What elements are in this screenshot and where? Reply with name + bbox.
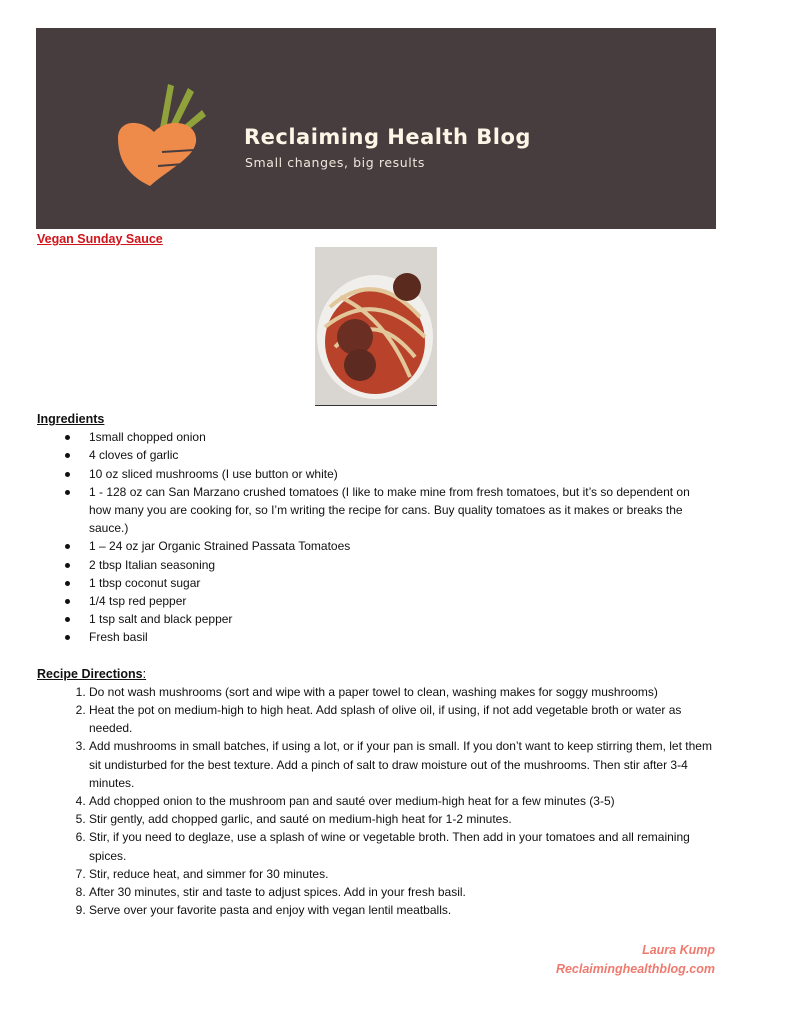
direction-step: 3. Add mushrooms in small batches, if using a lot, or if your pan is small. If you don’t want to keep stirring them, let them sit undisturbed for the best texture. Add a pinch of salt to draw moisture out of the mushrooms. Then stir after 3-4 minutes. <box>89 737 713 792</box>
author-footer <box>556 941 715 978</box>
direction-step: 1. Do not wash mushrooms (sort and wipe with a paper towel to clean, washing makes for soggy mushrooms) <box>89 683 713 701</box>
ingredients-list <box>37 428 713 646</box>
website-link[interactable]: Reclaiminghealthblog.com <box>555 961 715 976</box>
directions-heading-text: Recipe Directions <box>37 666 143 681</box>
blog-tagline: Small changes, big results <box>245 155 425 170</box>
recipe-body <box>37 410 713 919</box>
ingredient-item: 1 tsp salt and black pepper <box>89 610 713 628</box>
direction-step: 9. Serve over your favorite pasta and enjoy with vegan lentil meatballs. <box>89 901 713 919</box>
ingredient-item: 2 tbsp Italian seasoning <box>89 556 713 574</box>
direction-step: 5. Stir gently, add chopped garlic, and sauté on medium-high heat for 1-2 minutes. <box>89 810 713 828</box>
directions-heading <box>37 665 713 683</box>
direction-step: 2. Heat the pot on medium-high to high heat. Add splash of olive oil, if using, if not add vegetable broth or water as needed. <box>89 701 713 737</box>
directions-list <box>37 683 713 920</box>
direction-step: 8. After 30 minutes, stir and taste to adjust spices. Add in your fresh basil. <box>89 883 713 901</box>
ingredient-item: 1 - 128 oz can San Marzano crushed tomatoes (I like to make mine from fresh tomatoes, but it’s so dependent on how many you are cooking for, so I’m writing the recipe for cans. Buy quality tomatoes as it makes or breaks the sauce.) <box>89 483 713 538</box>
blog-title: Reclaiming Health Blog <box>244 125 531 149</box>
directions-colon: : <box>142 666 147 681</box>
ingredients-heading: Ingredients <box>37 412 105 426</box>
ingredient-item: 10 oz sliced mushrooms (I use button or white) <box>89 465 713 483</box>
ingredient-item: 1 tbsp coconut sugar <box>89 574 713 592</box>
author-name: Laura Kump <box>642 943 715 957</box>
direction-step: 6. Stir, if you need to deglaze, use a splash of wine or vegetable broth. Then add in your tomatoes and all remaining spices. <box>89 828 713 864</box>
direction-step: 7. Stir, reduce heat, and simmer for 30 minutes. <box>89 865 713 883</box>
ingredient-item: Fresh basil <box>89 628 713 646</box>
recipe-title-link[interactable]: Vegan Sunday Sauce <box>37 232 163 246</box>
blog-header-banner <box>36 28 716 229</box>
direction-step: 4. Add chopped onion to the mushroom pan and sauté over medium-high heat for a few minutes (3-5) <box>89 792 713 810</box>
ingredient-item: 1/4 tsp red pepper <box>89 592 713 610</box>
pasta-photo <box>315 247 437 406</box>
ingredient-item: 1 – 24 oz jar Organic Strained Passata Tomatoes <box>89 537 713 555</box>
carrot-heart-logo <box>110 80 220 190</box>
ingredient-item: 4 cloves of garlic <box>89 446 713 464</box>
ingredient-item: 1small chopped onion <box>89 428 713 446</box>
